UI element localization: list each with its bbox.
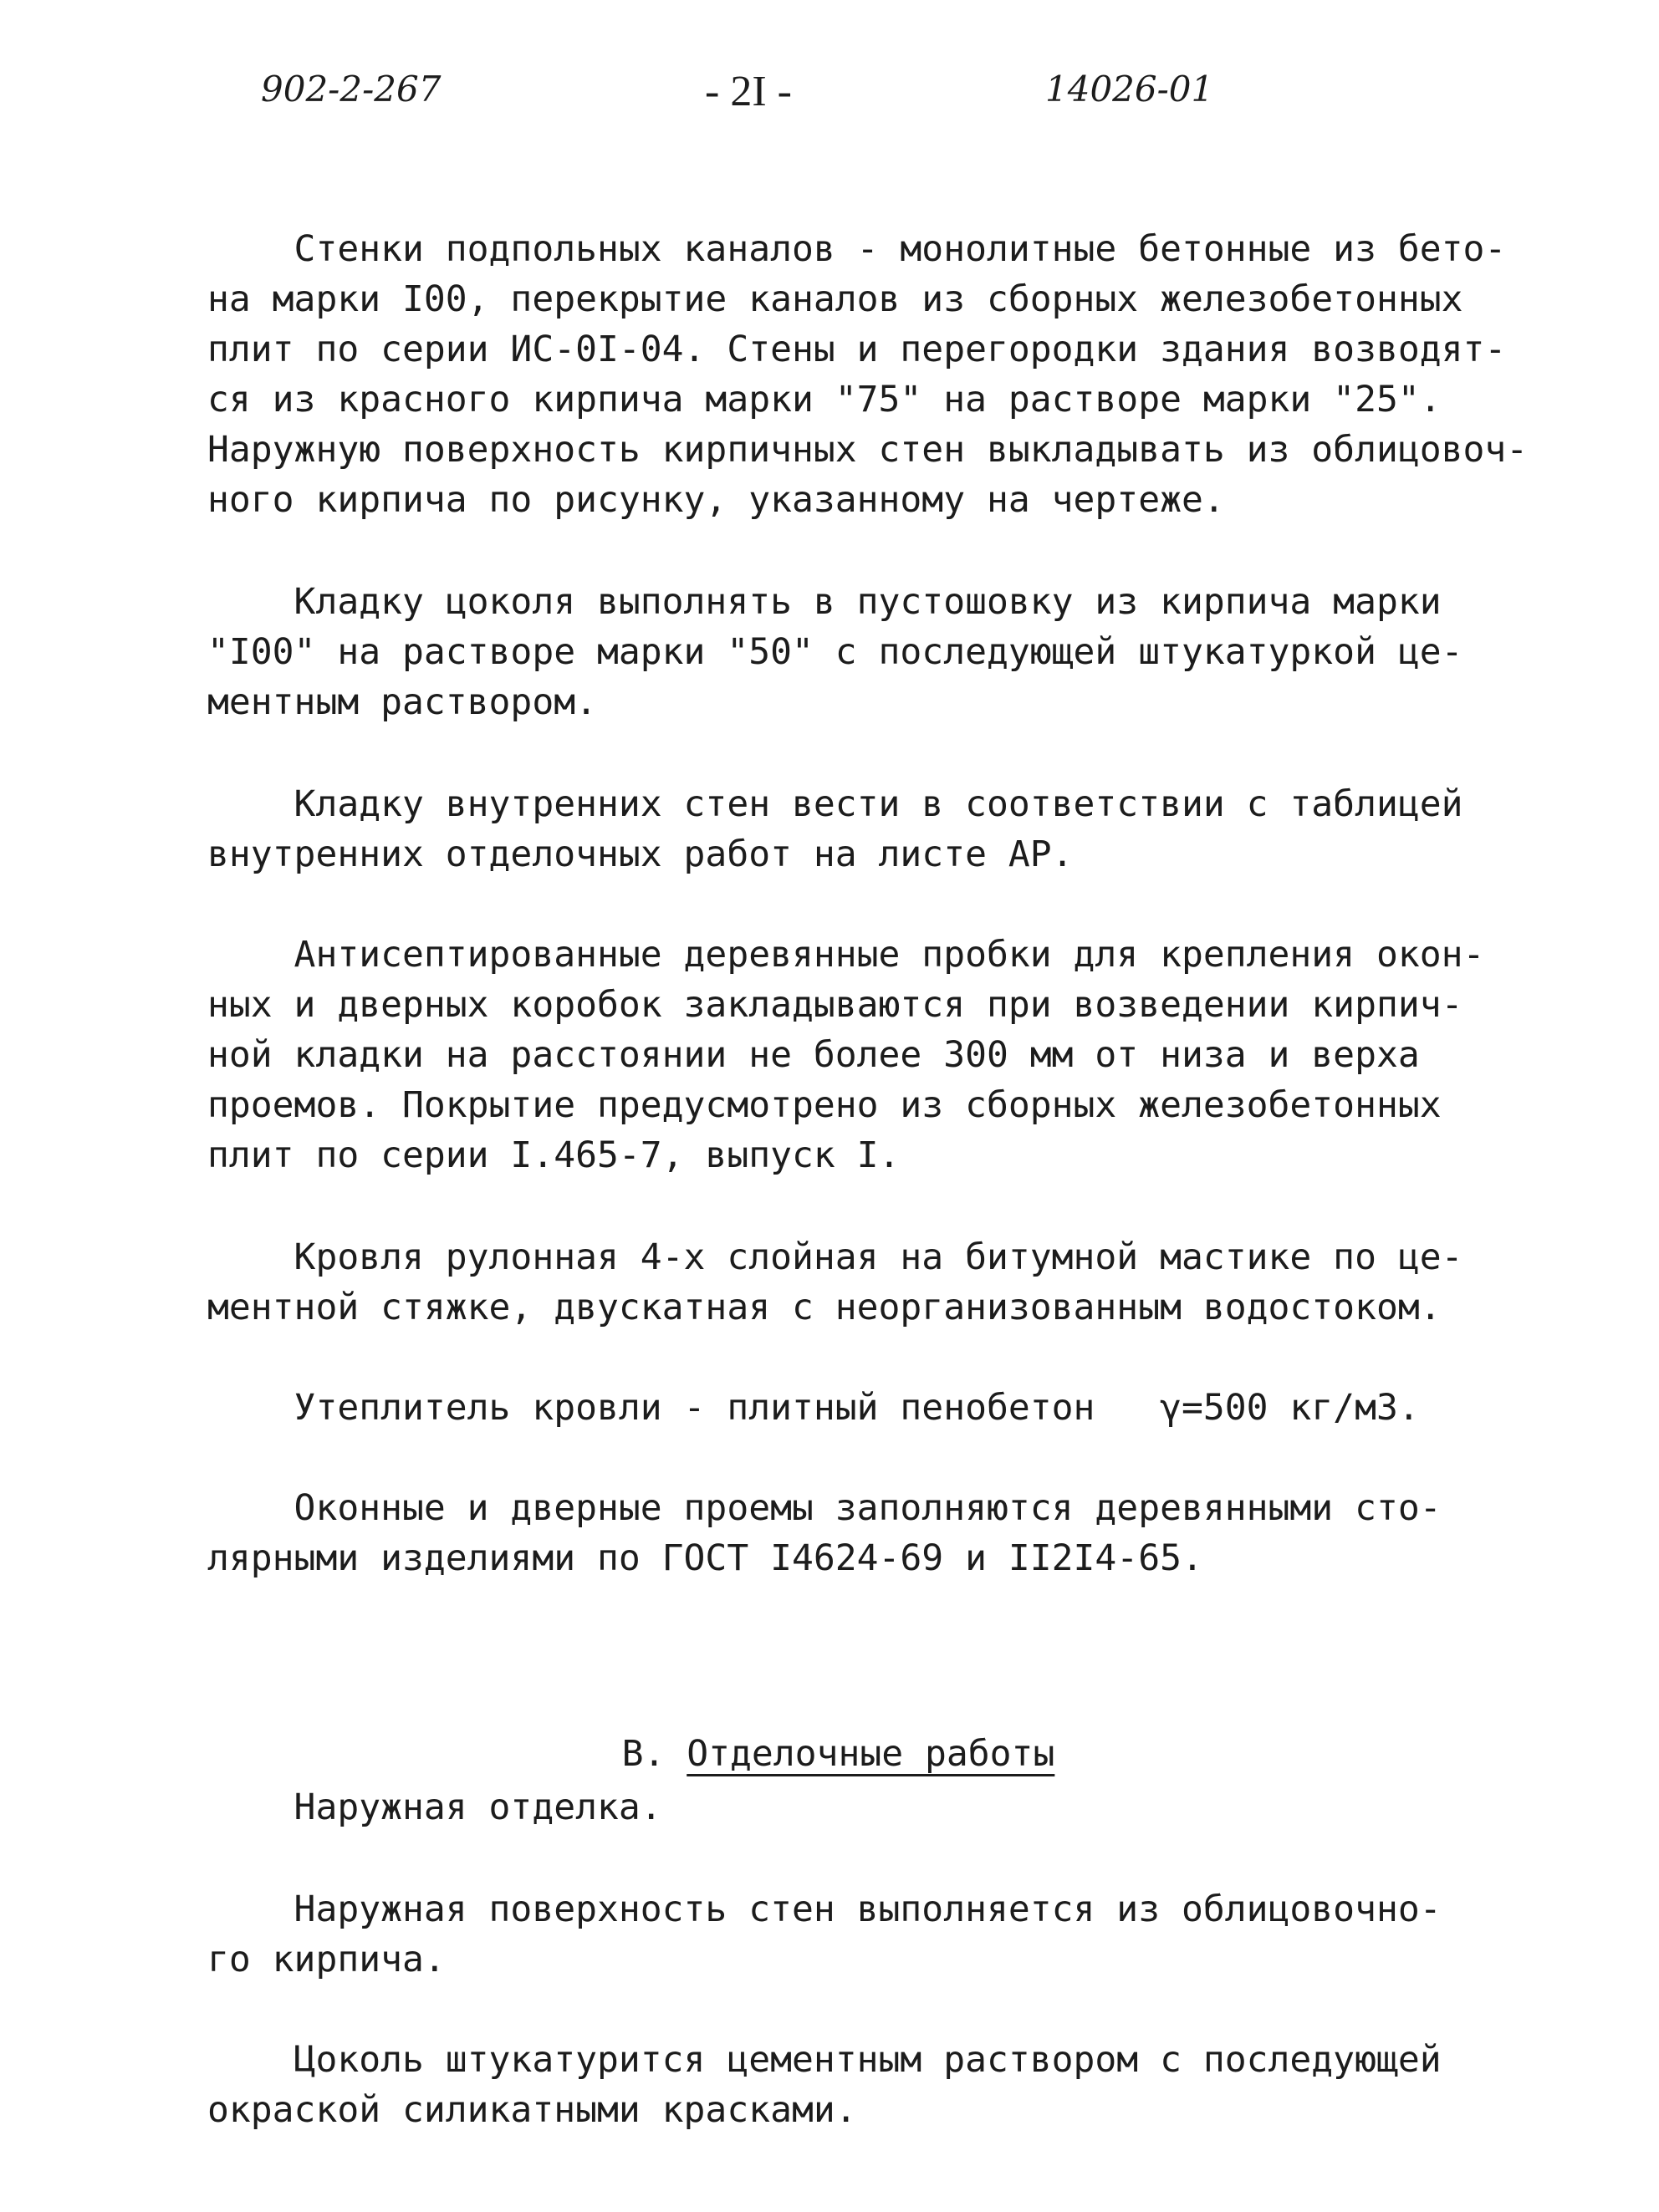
text-line: ной кладки на расстоянии не более 300 мм от низа и верха (207, 1034, 1420, 1076)
text-line: внутренних отделочных работ на листе АР. (207, 833, 1074, 875)
paragraph-insulation (207, 1383, 1478, 1433)
text-line: Кладку внутренних стен вести в соответствии с таблицей (207, 783, 1463, 825)
paragraph-inner-walls (207, 779, 1478, 879)
text-line: на марки I00, перекрытие каналов из сборных железобетонных (207, 278, 1463, 320)
text-line: Утеплитель кровли - плитный пенобетон γ=500 кг/м3. (207, 1387, 1420, 1429)
section-prefix: В. (621, 1733, 687, 1775)
text-line: плит по серии ИС-0I-04. Стены и перегородки здания возводят- (207, 329, 1507, 370)
paragraph-openings (207, 1483, 1478, 1583)
text-line: Наружная поверхность стен выполняется из облицовочно- (207, 1888, 1442, 1930)
text-line: ного кирпича по рисунку, указанному на чертеже. (207, 479, 1225, 521)
text-line: го кирпича. (207, 1939, 446, 1980)
text-line: Наружная отделка. (207, 1786, 662, 1828)
text-line: Стенки подпольных каналов - монолитные бетонные из бето- (207, 228, 1507, 270)
text-line: проемов. Покрытие предусмотрено из сборных железобетонных (207, 1084, 1442, 1126)
paragraph-facing-brick (207, 1884, 1478, 1985)
paragraph-wooden-plugs (207, 930, 1485, 1180)
text-line: ментной стяжке, двускатная с неорганизованным водостоком. (207, 1287, 1442, 1328)
text-line: лярными изделиями по ГОСТ I4624-69 и II2I4-65. (207, 1537, 1203, 1579)
sheet-code: 14026-01 (1045, 69, 1214, 110)
text-line: Цоколь штукатурится цементным раствором с последующей (207, 2039, 1442, 2081)
paragraph-plinth (207, 577, 1478, 727)
text-line: Оконные и дверные проемы заполняются деревянными сто- (207, 1487, 1442, 1529)
text-line: Кровля рулонная 4-х слойная на битумной мастике по це- (207, 1236, 1463, 1278)
text-line: Антисептированные деревянные пробки для крепления окон- (207, 934, 1485, 976)
subsection-title (207, 1782, 1478, 1832)
text-line: ных и дверных коробок закладываются при возведении кирпич- (207, 984, 1463, 1026)
text-line: плит по серии I.465-7, выпуск I. (207, 1134, 901, 1176)
paragraph-roofing (207, 1232, 1478, 1333)
paragraph-plinth-plaster (207, 2035, 1478, 2135)
text-line: Наружную поверхность кирпичных стен выкладывать из облицовоч- (207, 429, 1529, 471)
section-title: Отделочные работы (687, 1733, 1055, 1775)
text-line: "I00" на растворе марки "50" с последующей штукатуркой це- (207, 631, 1463, 673)
text-line: ся из красного кирпича марки "75" на растворе марки "25". (207, 379, 1442, 420)
page-number: - 2I - (705, 68, 792, 115)
text-line: ментным раствором. (207, 681, 597, 723)
paragraph-foundation-walls (207, 224, 1529, 525)
text-line: Кладку цоколя выполнять в пустошовку из кирпича марки (207, 581, 1442, 623)
document-code: 902-2-267 (261, 69, 442, 110)
text-line: окраской силикатными красками. (207, 2089, 857, 2131)
